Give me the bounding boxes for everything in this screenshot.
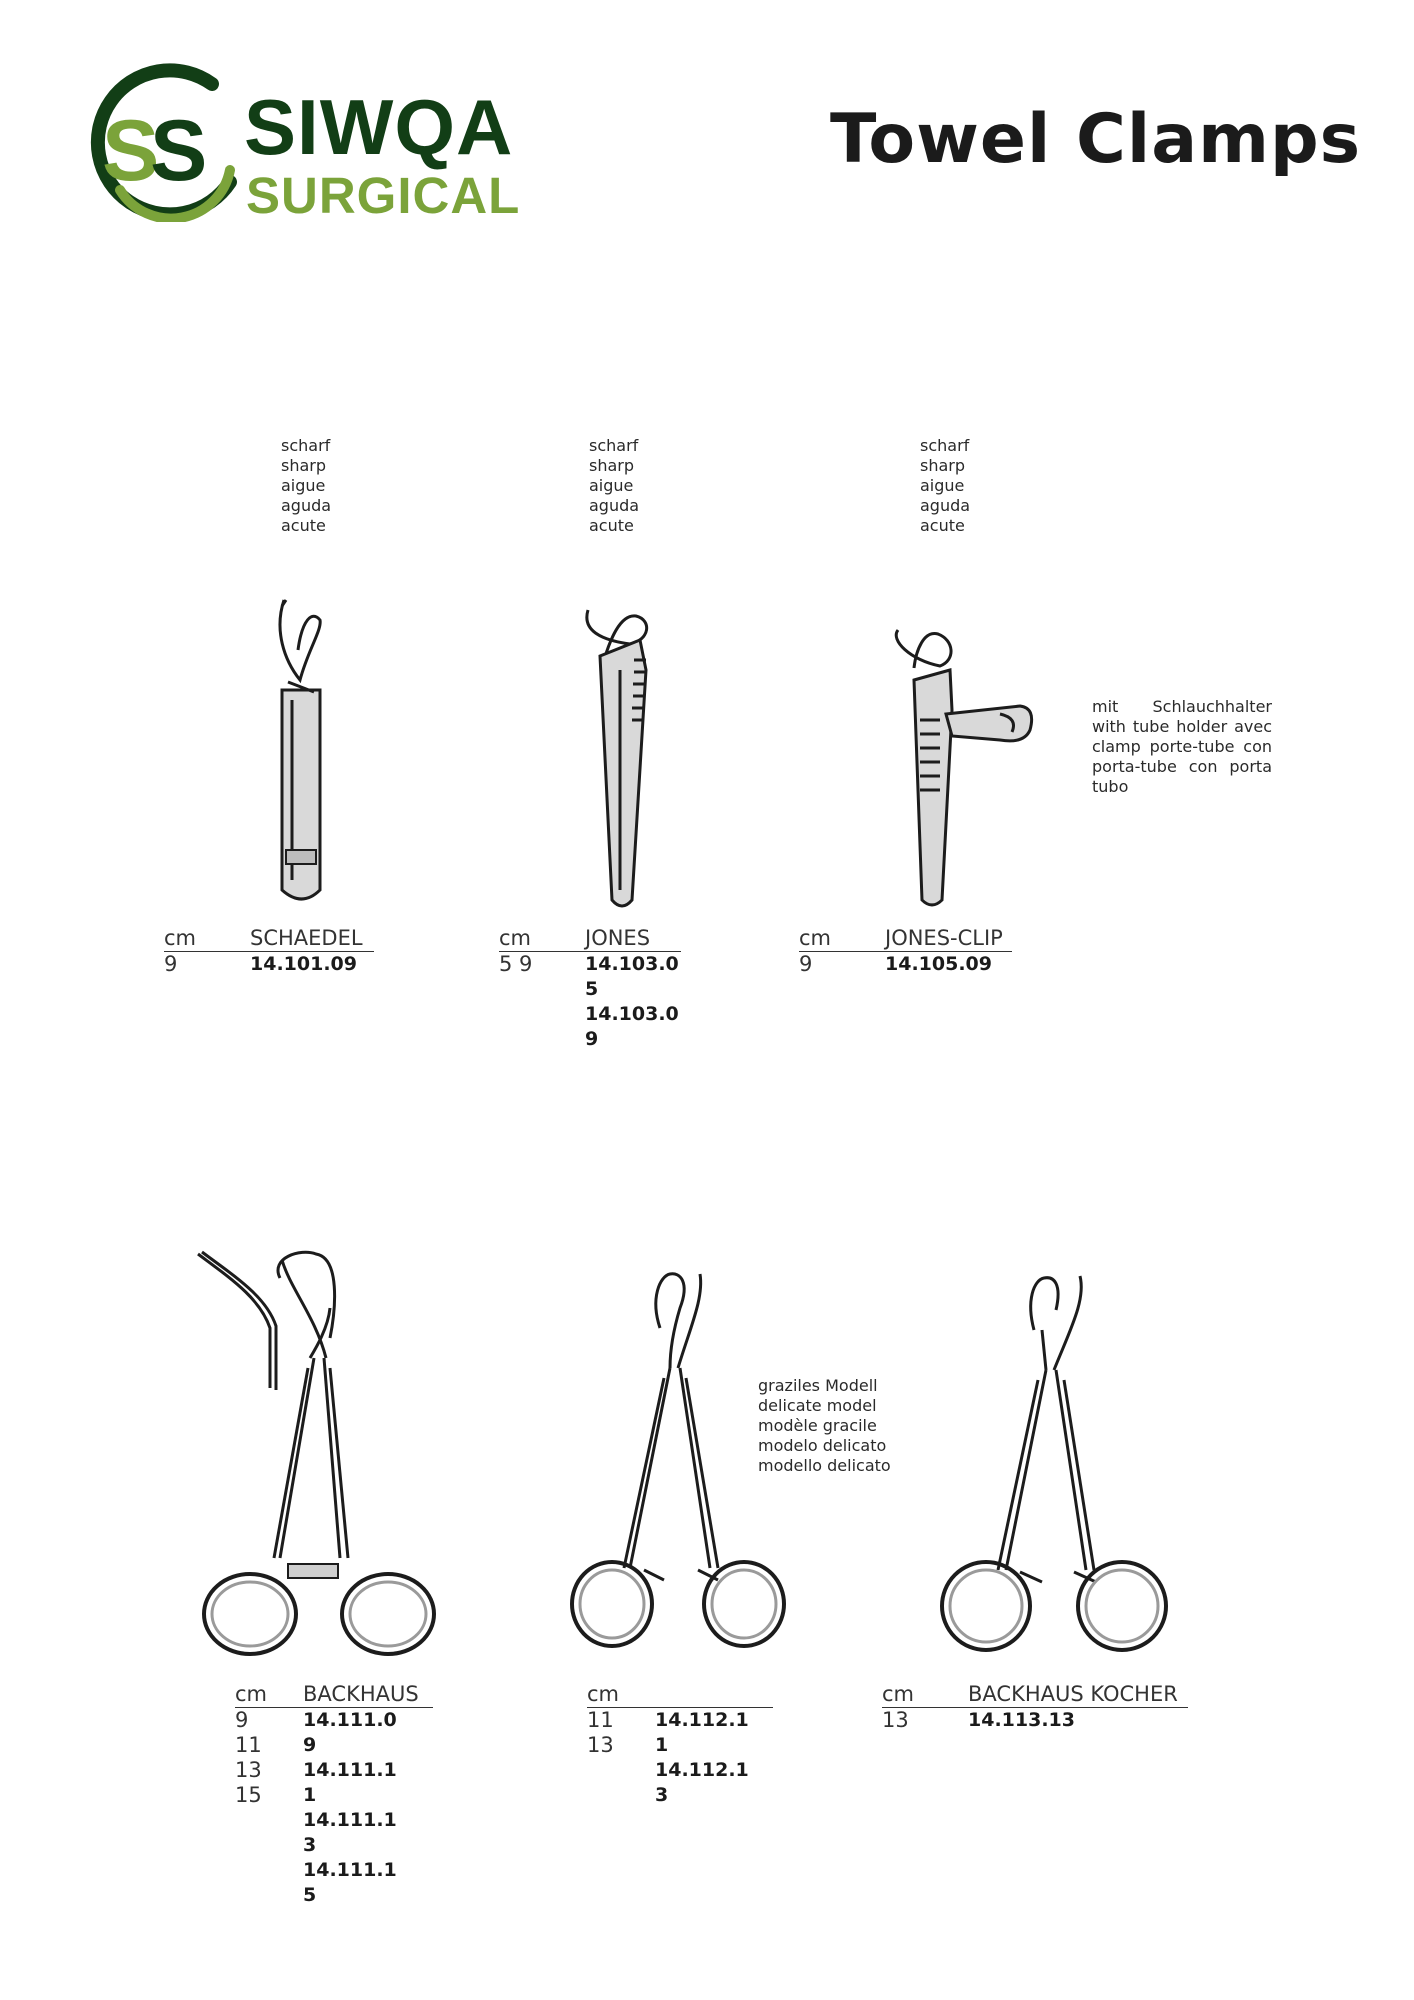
catalog-code: 14.105.09 bbox=[885, 953, 992, 975]
sharp-note-schaedel bbox=[281, 436, 331, 536]
note-line: acute bbox=[281, 516, 326, 535]
cm-header: cm bbox=[235, 1682, 268, 1706]
size-list bbox=[882, 1708, 909, 1733]
jones-clamp-image bbox=[570, 600, 670, 910]
svg-text:S: S bbox=[150, 103, 208, 199]
catalog-code: 3 bbox=[303, 1834, 317, 1856]
code-list bbox=[655, 1708, 749, 1808]
note-line: modelo delicato bbox=[758, 1436, 887, 1455]
note-line: aguda bbox=[589, 496, 640, 515]
size-value: 9 bbox=[235, 1708, 249, 1732]
note-line: aguda bbox=[281, 496, 332, 515]
code-list bbox=[968, 1708, 1075, 1733]
cm-header: cm bbox=[499, 926, 532, 950]
product-name: JONES-CLIP bbox=[885, 926, 1003, 950]
size-value: 15 bbox=[235, 1783, 262, 1807]
catalog-code: 5 bbox=[585, 978, 599, 1000]
size-list bbox=[235, 1708, 262, 1808]
product-table-backhaus bbox=[235, 1682, 433, 1912]
size-value: 9 bbox=[799, 952, 813, 976]
product-table-backhaus-kocher bbox=[882, 1682, 1188, 1732]
size-list bbox=[164, 952, 177, 977]
size-value: 11 bbox=[235, 1733, 262, 1757]
catalog-code: 14.112.1 bbox=[655, 1759, 749, 1781]
size-list bbox=[499, 952, 532, 977]
tube-holder-note bbox=[1092, 697, 1272, 797]
catalog-code: 14.103.0 bbox=[585, 1003, 679, 1025]
sharp-note-jones-clip bbox=[920, 436, 970, 536]
note-line: acute bbox=[920, 516, 965, 535]
note-line: porta-tube con porta bbox=[1092, 757, 1272, 776]
catalog-code: 14.111.1 bbox=[303, 1759, 397, 1781]
size-value: 13 bbox=[587, 1733, 614, 1757]
cm-header: cm bbox=[882, 1682, 915, 1706]
note-line: sharp bbox=[589, 456, 635, 475]
size-value: 13 bbox=[882, 1708, 909, 1732]
catalog-code: 14.103.0 bbox=[585, 953, 679, 975]
cm-header: cm bbox=[587, 1682, 620, 1706]
catalog-code: 5 bbox=[303, 1884, 317, 1906]
brand-name-line1: SIWQA bbox=[244, 83, 514, 171]
size-value: 13 bbox=[235, 1758, 262, 1782]
jones-clip-clamp-image bbox=[880, 610, 1040, 910]
cm-header: cm bbox=[799, 926, 832, 950]
catalog-code: 14.101.09 bbox=[250, 953, 357, 975]
backhaus-kocher-clamp-image bbox=[930, 1270, 1180, 1670]
product-name: BACKHAUS bbox=[303, 1682, 419, 1706]
product-table-schaedel bbox=[164, 926, 374, 976]
catalog-code: 9 bbox=[303, 1734, 317, 1756]
product-table-delicate bbox=[587, 1682, 773, 1812]
code-list bbox=[303, 1708, 397, 1908]
catalog-code: 14.111.1 bbox=[303, 1859, 397, 1881]
note-line: aigue bbox=[589, 476, 634, 495]
note-line: clamp porte-tube con bbox=[1092, 737, 1272, 756]
size-list bbox=[799, 952, 812, 977]
code-list bbox=[250, 952, 357, 977]
catalog-code: 1 bbox=[655, 1734, 669, 1756]
product-name: JONES bbox=[585, 926, 651, 950]
catalog-code: 9 bbox=[585, 1028, 599, 1050]
cm-header: cm bbox=[164, 926, 197, 950]
note-line: delicate model bbox=[758, 1396, 877, 1415]
note-line: mit Schlauchhalter bbox=[1092, 697, 1272, 716]
note-line: aigue bbox=[281, 476, 326, 495]
catalog-code: 14.113.13 bbox=[968, 1709, 1075, 1731]
note-line: scharf bbox=[281, 436, 331, 455]
product-name: SCHAEDEL bbox=[250, 926, 363, 950]
product-table-jones bbox=[499, 926, 681, 1056]
page-title: Towel Clamps bbox=[830, 100, 1362, 179]
catalog-code: 14.111.1 bbox=[303, 1809, 397, 1831]
note-line: sharp bbox=[920, 456, 966, 475]
siwqa-logo-icon bbox=[80, 62, 240, 222]
sharp-note-jones bbox=[589, 436, 639, 536]
note-line: graziles Modell bbox=[758, 1376, 878, 1395]
brand-name-line2: SURGICAL bbox=[246, 167, 521, 224]
product-name: BACKHAUS KOCHER bbox=[968, 1682, 1178, 1706]
svg-text:S: S bbox=[102, 103, 160, 199]
note-line: modello delicato bbox=[758, 1456, 891, 1475]
code-list bbox=[885, 952, 992, 977]
note-line: acute bbox=[589, 516, 634, 535]
size-value: 9 bbox=[164, 952, 178, 976]
backhaus-clamp-image bbox=[190, 1248, 450, 1668]
product-table-jones-clip bbox=[799, 926, 1012, 976]
note-line: aigue bbox=[920, 476, 965, 495]
size-value: 5 9 bbox=[499, 952, 533, 976]
note-line: with tube holder avec bbox=[1092, 717, 1272, 736]
size-list bbox=[587, 1708, 614, 1758]
note-line: sharp bbox=[281, 456, 327, 475]
delicate-backhaus-clamp-image bbox=[560, 1268, 800, 1668]
note-line: tubo bbox=[1092, 777, 1129, 796]
catalog-code: 3 bbox=[655, 1784, 669, 1806]
size-value: 11 bbox=[587, 1708, 614, 1732]
note-line: scharf bbox=[589, 436, 639, 455]
catalog-code: 14.112.1 bbox=[655, 1709, 749, 1731]
catalog-code: 1 bbox=[303, 1784, 317, 1806]
schaedel-clamp-image bbox=[262, 590, 342, 910]
catalog-code: 14.111.0 bbox=[303, 1709, 397, 1731]
note-line: scharf bbox=[920, 436, 970, 455]
note-line: aguda bbox=[920, 496, 971, 515]
note-line: modèle gracile bbox=[758, 1416, 877, 1435]
code-list bbox=[585, 952, 679, 1052]
